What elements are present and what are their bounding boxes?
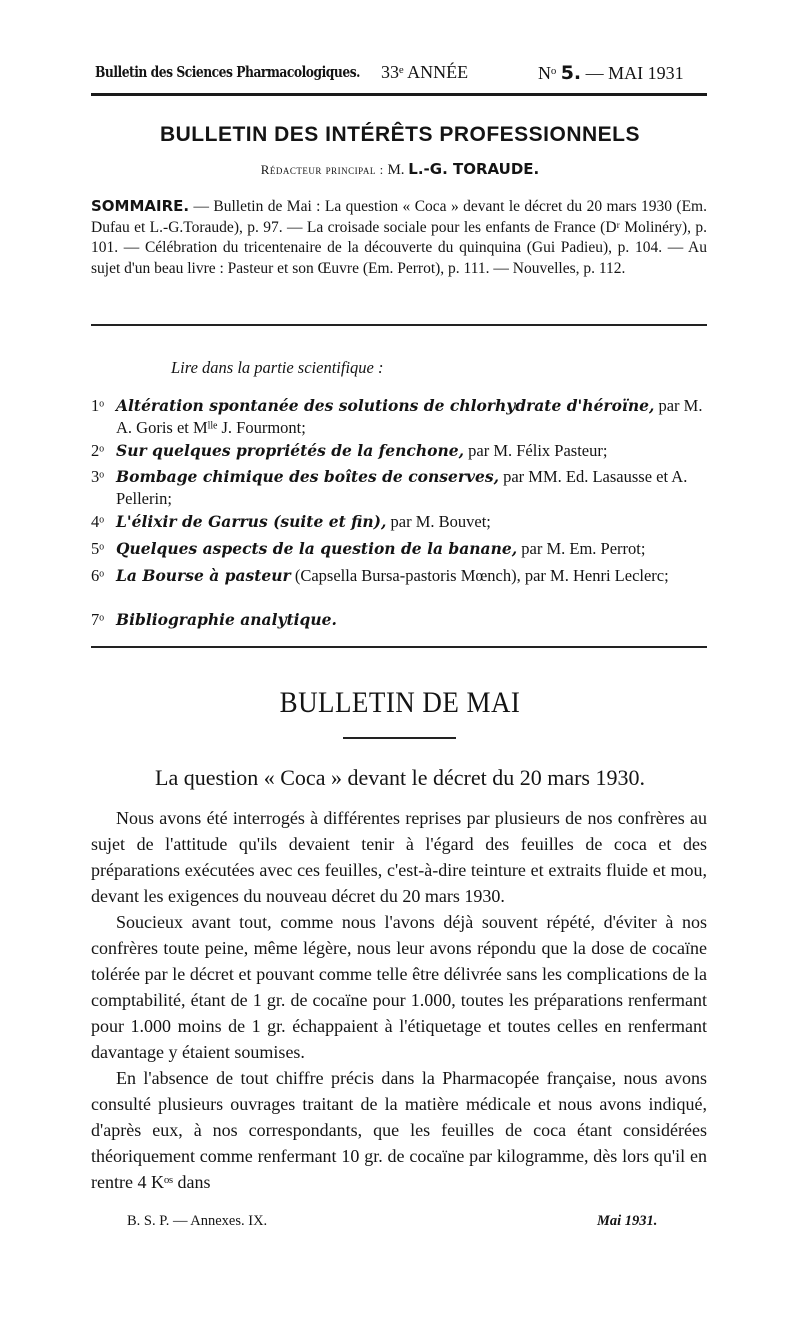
- sommaire-rule: [91, 324, 707, 326]
- running-head-issue: [538, 62, 684, 84]
- running-head-year: 33ᵉ ANNÉE: [381, 62, 469, 82]
- bulletin-title: BULLETIN DE MAI: [279, 686, 521, 719]
- toc-authors: par MM. Ed. Lasausse et A. Pellerin;: [116, 467, 688, 508]
- toc-title: Bibliographie analytique.: [116, 610, 337, 629]
- sommaire-text: — Bulletin de Mai : La question « Coca » devant le décret du 20 mars 1930 (Em. Dufau et L.-G.Toraude), p. 97. — La croisade sociale pour les enfants de France (Dʳ Molinéry), p. 101. — Célébration du tricentenaire de la découverte du quinquina (Gui Padieu), p. 104. — Au sujet d'un beau livre : Pasteur et son Œuvre (Em. Perrot), p. 111. — Nouvelles, p. 112.: [91, 198, 707, 277]
- toc-title: L'élixir de Garrus (suite et fin),: [116, 512, 387, 531]
- toc-item: [91, 466, 707, 510]
- toc-authors: par M. Bouvet;: [386, 512, 491, 531]
- toc-title: Bombage chimique des boîtes de conserves,: [116, 467, 499, 486]
- toc-number: 1ᵒ: [91, 396, 105, 415]
- footer-date: Mai 1931.: [597, 1213, 658, 1229]
- issue-date: — MAI 1931: [585, 63, 684, 83]
- toc-item: [91, 440, 707, 462]
- article-paragraph: Soucieux avant tout, comme nous l'avons déjà souvent répété, d'éviter à nos confrères toute peine, même légère, nous leur avons répondu que la dose de cocaïne tolérée par le décret et pouvant comme telle être délivrée sans les complications de la comptabilité, étant de 1 gr. de cocaïne pour 1.000, toutes les préparations renfermant pour 1.000 moins de 1 gr. échappaient à l'étiquetage et toutes celles en renfermant davantage y étaient soumises.: [91, 912, 707, 1062]
- contents-rule: [91, 646, 707, 648]
- issue-number-value: 5.: [560, 62, 582, 84]
- section-title: BULLETIN DES INTÉRÊTS PROFESSIONNELS: [159, 123, 641, 146]
- article-title: La question « Coca » devant le décret du 20 mars 1930.: [155, 765, 645, 790]
- toc-authors: par M. A. Goris et Mˡˡᵉ J. Fourmont;: [116, 396, 703, 437]
- toc-item: [91, 395, 707, 439]
- toc-title: Altération spontanée des solutions de chlorhydrate d'héroïne,: [116, 396, 655, 415]
- sommaire-label: SOMMAIRE.: [91, 197, 190, 215]
- toc-item: [91, 565, 707, 587]
- toc-title: La Bourse à pasteur: [116, 566, 291, 585]
- editor-label: Rédacteur principal :: [260, 162, 384, 177]
- toc-item: [91, 511, 707, 533]
- article-paragraph: En l'absence de tout chiffre précis dans la Pharmacopée française, nous avons consulté plusieurs ouvrages traitant de la matière médicale et nous avons indiqué, d'après eux, à nos correspondants, que les feuilles de coca étant considérées théoriquement comme renfermant 10 gr. de cocaïne par kilogramme, dès lors qu'il en rentre 4 Kᵒˢ dans: [91, 1068, 707, 1192]
- toc-number: 4ᵒ: [91, 512, 105, 531]
- editor-prefix: M.: [387, 162, 405, 178]
- toc-title: Sur quelques propriétés de la fenchone,: [116, 441, 465, 460]
- toc-authors: par M. Em. Perrot;: [517, 539, 646, 558]
- sommaire: [91, 196, 707, 279]
- header-rule: [91, 93, 707, 96]
- toc-number: 7ᵒ: [91, 610, 105, 629]
- toc-authors: (Capsella Bursa-pastoris Mœnch), par M. Henri Leclerc;: [290, 566, 669, 585]
- article-paragraph: Nous avons été interrogés à différentes reprises par plusieurs de nos confrères au sujet de l'attitude qu'ils devaient tenir à l'égard des feuilles de coca et des préparations exécutées avec ces feuilles, c'est-à-dire teinture et extraits fluide et mou, devant les exigences du nouveau décret du 20 mars 1930.: [91, 808, 707, 906]
- toc-number: 5ᵒ: [91, 539, 105, 558]
- toc-item: [91, 538, 707, 560]
- toc-title: Quelques aspects de la question de la banane,: [116, 539, 518, 558]
- toc-authors: par M. Félix Pasteur;: [464, 441, 608, 460]
- toc-number: 6ᵒ: [91, 566, 105, 585]
- footer-signature: B. S. P. — Annexes. IX.: [127, 1213, 268, 1229]
- issue-number-label: Nᵒ: [538, 63, 557, 83]
- article-body: [91, 805, 707, 1195]
- toc-number: 2ᵒ: [91, 441, 105, 460]
- editor-name: L.-G. TORAUDE.: [408, 160, 540, 178]
- running-head-journal: Bulletin des Sciences Pharmacologiques.: [95, 63, 360, 81]
- toc-number: 3ᵒ: [91, 467, 105, 486]
- toc-item: [91, 609, 707, 631]
- bulletin-title-rule: [343, 737, 456, 739]
- editor-line: [0, 160, 800, 179]
- lire-heading: Lire dans la partie scientifique :: [171, 358, 384, 377]
